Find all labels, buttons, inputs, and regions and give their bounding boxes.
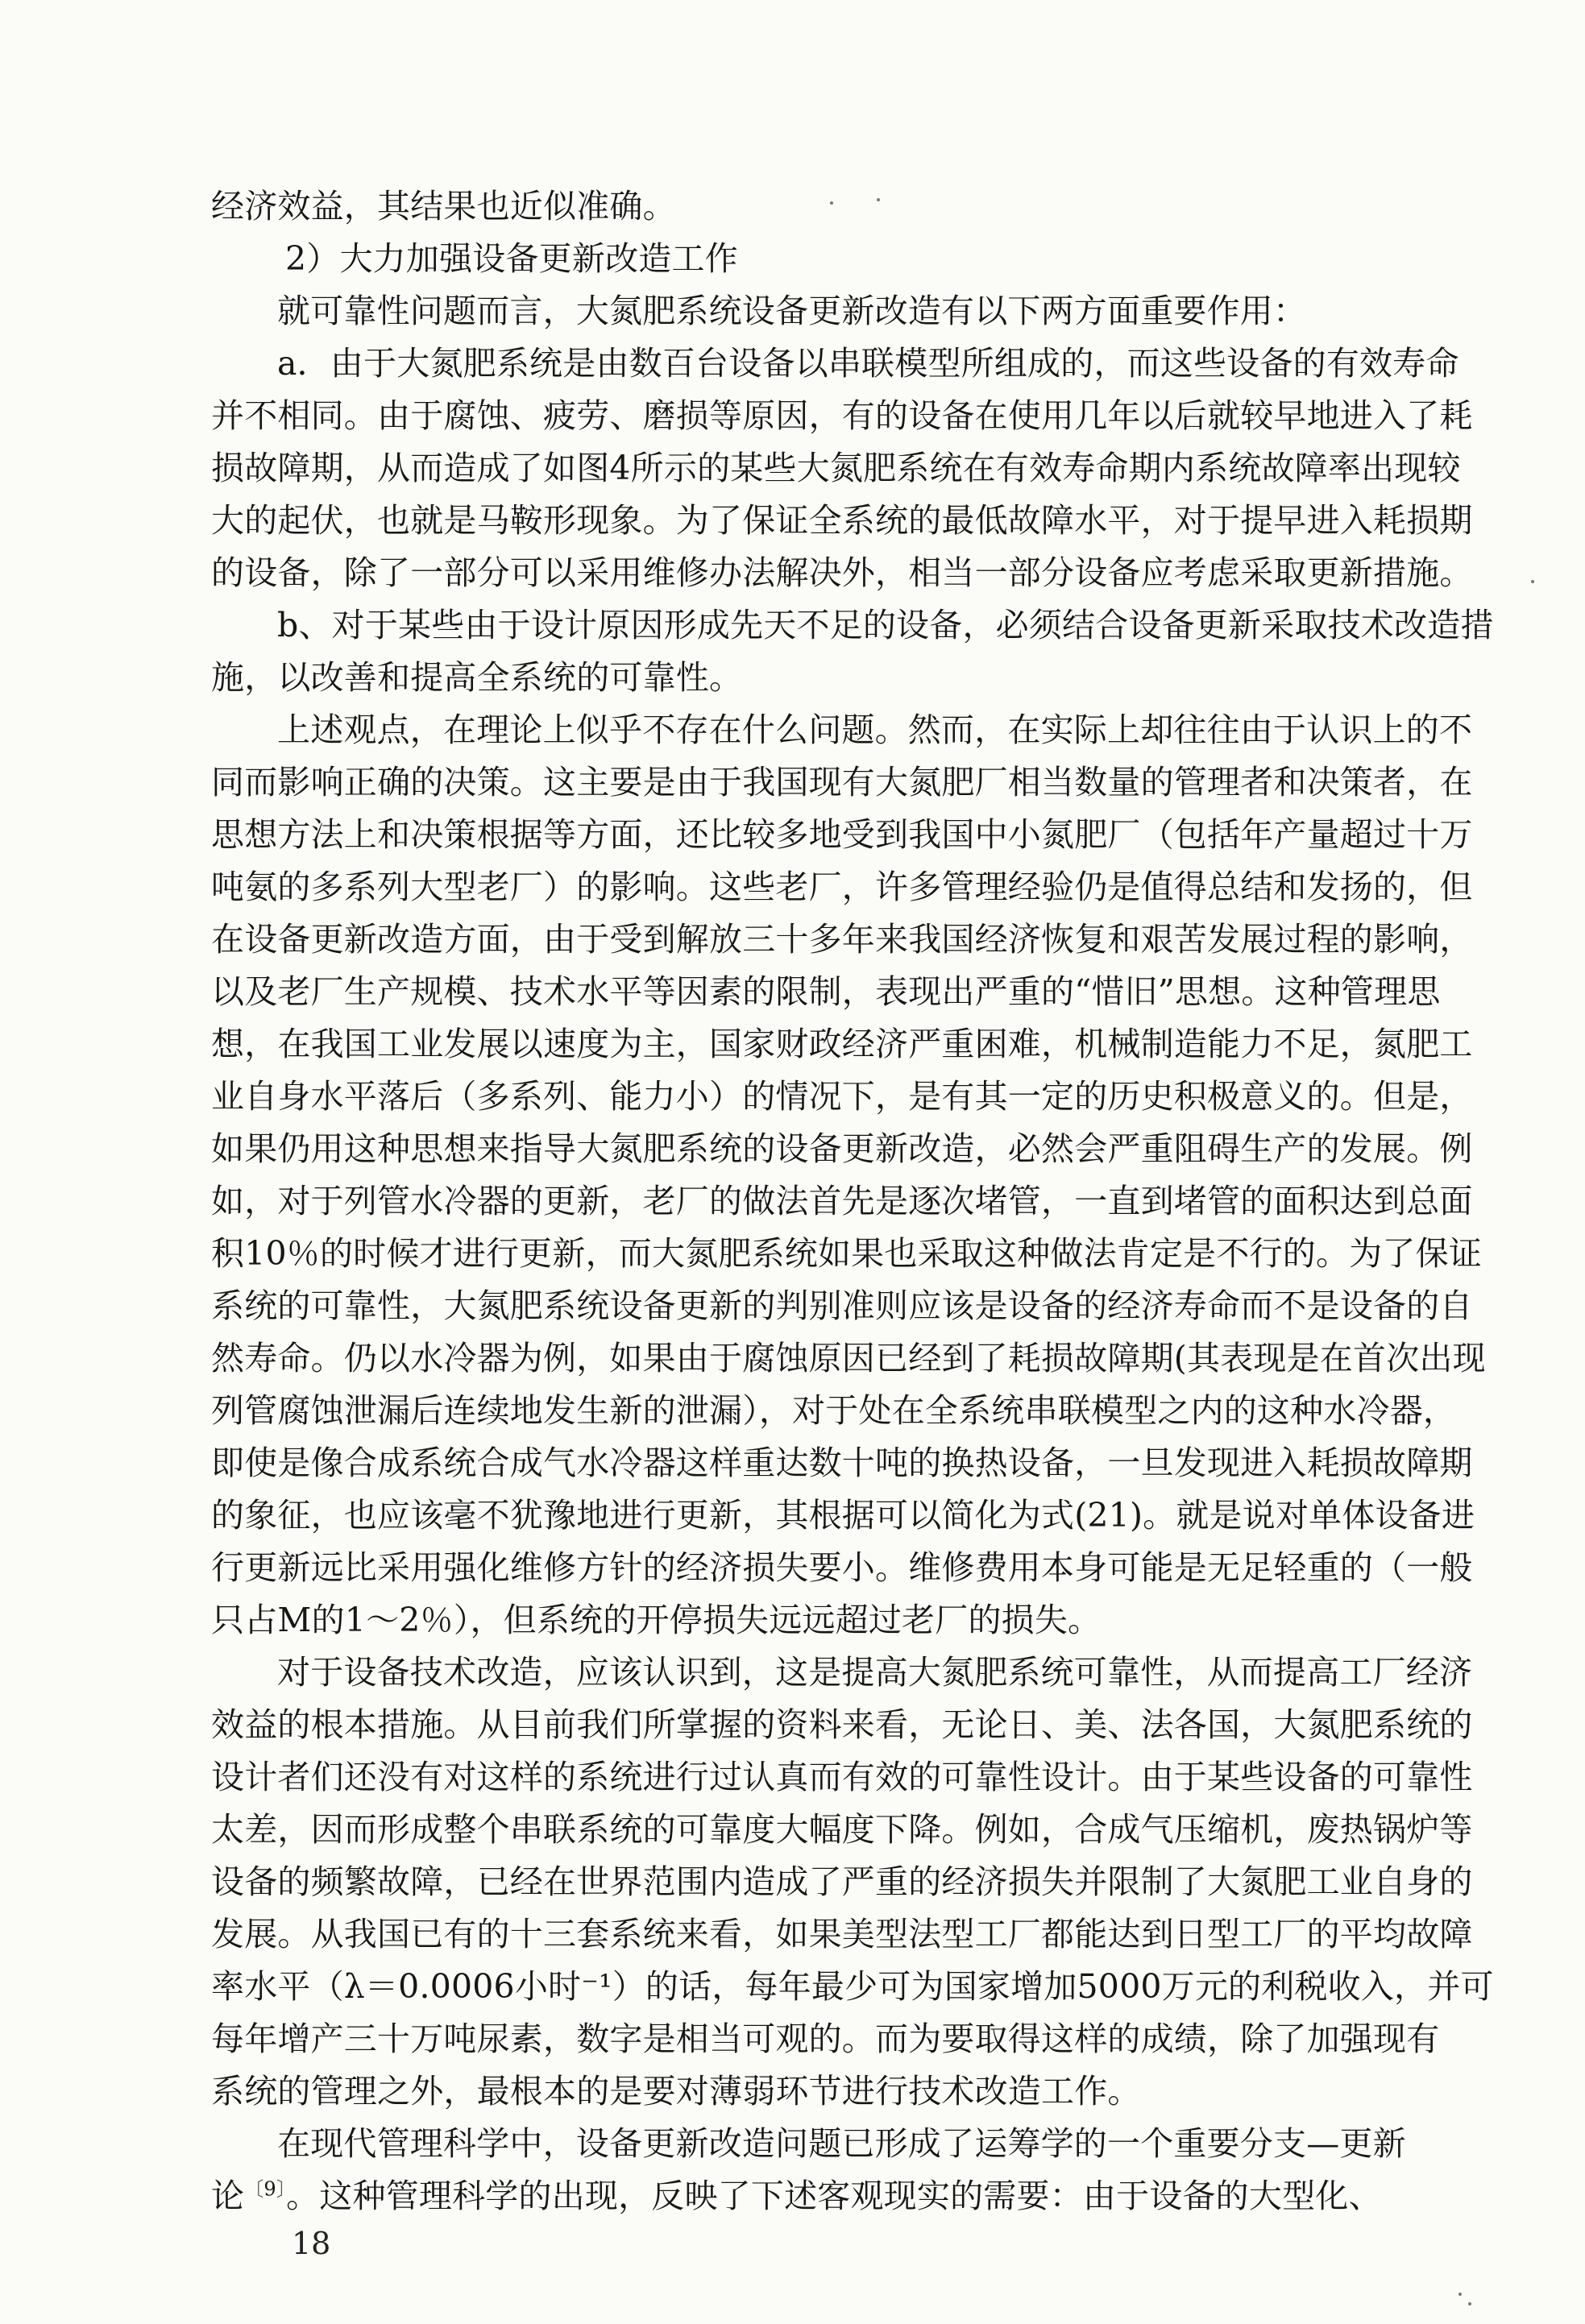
- scan-speck: [1468, 2302, 1471, 2305]
- citation-reference: 〔9〕: [244, 2177, 287, 2201]
- text-line: 业自身水平落后（多系列、能力小）的情况下，是有其一定的历史积极意义的。但是，: [211, 1077, 1473, 1116]
- text-line: 吨氨的多系列大型老厂）的影响。这些老厂，许多管理经验仍是值得总结和发扬的，但: [211, 868, 1473, 906]
- text-line: 上述观点，在理论上似乎不存在什么问题。然而，在实际上却往往由于认识上的不: [277, 710, 1473, 749]
- scan-speck: [877, 198, 880, 201]
- text-line: 如，对于列管水冷器的更新，老厂的做法首先是逐次堵管，一直到堵管的面积达到总面: [211, 1182, 1473, 1220]
- text-line: b、对于某些由于设计原因形成先天不足的设备，必须结合设备更新采取技术改造措: [277, 606, 1494, 644]
- text-line: 效益的根本措施。从目前我们所掌握的资料来看，无论日、美、法各国，大氮肥系统的: [211, 1705, 1473, 1744]
- text-line: 设备的频繁故障，已经在世界范围内造成了严重的经济损失并限制了大氮肥工业自身的: [211, 1862, 1473, 1901]
- text-line: 系统的管理之外，最根本的是要对薄弱环节进行技术改造工作。: [211, 2072, 1141, 2111]
- scan-speck: [1458, 2293, 1462, 2296]
- text-fragment: 。这种管理科学的出现，反映了下述客观现实的需要：由于设备的大型化、: [286, 2177, 1382, 2215]
- text-line: 行更新远比采用强化维修方针的经济损失要小。维修费用本身可能是无足轻重的（一般: [211, 1548, 1473, 1587]
- text-line: 发展。从我国已有的十三套系统来看，如果美型法型工厂都能达到日型工厂的平均故障: [211, 1915, 1473, 1953]
- text-line: 系统的可靠性，大氮肥系统设备更新的判别准则应该是设备的经济寿命而不是设备的自: [211, 1286, 1473, 1325]
- scan-speck: [830, 201, 833, 205]
- text-line: 只占M的1～2％），但系统的开停损失远远超过老厂的损失。: [211, 1601, 1102, 1639]
- text-line: 的设备，除了一部分可以采用维修办法解决外，相当一部分设备应考虑采取更新措施。: [211, 553, 1473, 592]
- text-line: 率水平（λ＝0.0006小时⁻¹）的话，每年最少可为国家增加5000万元的利税收入，并可: [211, 1967, 1494, 2006]
- text-line: [211, 2170, 1549, 2223]
- text-line: 大的起伏，也就是马鞍形现象。为了保证全系统的最低故障水平，对于提早进入耗损期: [211, 501, 1473, 540]
- page-number: 18: [292, 2226, 331, 2261]
- text-line: 同而影响正确的决策。这主要是由于我国现有大氮肥厂相当数量的管理者和决策者，在: [211, 763, 1473, 802]
- section-heading: 2）大力加强设备更新改造工作: [285, 239, 738, 278]
- text-line: 太差，因而形成整个串联系统的可靠度大幅度下降。例如，合成气压缩机，废热锅炉等: [211, 1810, 1473, 1849]
- text-line: 设计者们还没有对这样的系统进行过认真而有效的可靠性设计。由于某些设备的可靠性: [211, 1758, 1473, 1796]
- text-line: 施，以改善和提高全系统的可靠性。: [211, 658, 743, 697]
- text-line: 每年增产三十万吨尿素，数字是相当可观的。而为要取得这样的成绩，除了加强现有: [211, 2020, 1440, 2058]
- text-line: a．由于大氮肥系统是由数百台设备以串联模型所组成的，而这些设备的有效寿命: [277, 344, 1459, 383]
- body-text: [211, 180, 1549, 2223]
- text-line: 并不相同。由于腐蚀、疲劳、磨损等原因，有的设备在使用几年以后就较早地进入了耗: [211, 396, 1473, 435]
- text-line: 列管腐蚀泄漏后连续地发生新的泄漏），对于处在全系统串联模型之内的这种水冷器，: [211, 1391, 1457, 1430]
- text-line: 损故障期，从而造成了如图4所示的某些大氮肥系统在有效寿命期内系统故障率出现较: [211, 449, 1461, 487]
- text-line: 如果仍用这种思想来指导大氮肥系统的设备更新改造，必然会严重阻碍生产的发展。例: [211, 1129, 1473, 1168]
- text-line: 在设备更新改造方面，由于受到解放三十多年来我国经济恢复和艰苦发展过程的影响，: [211, 920, 1473, 959]
- text-line: 积10％的时候才进行更新，而大氮肥系统如果也采取这种做法肯定是不行的。为了保证: [211, 1234, 1482, 1273]
- text-line: 即使是像合成系统合成气水冷器这样重达数十吨的换热设备，一旦发现进入耗损故障期: [211, 1444, 1473, 1482]
- text-line: 的象征，也应该毫不犹豫地进行更新，其根据可以简化为式(21)。就是说对单体设备进: [211, 1496, 1475, 1535]
- text-line: 就可靠性问题而言，大氮肥系统设备更新改造有以下两方面重要作用：: [277, 292, 1307, 330]
- text-line: 然寿命。仍以水冷器为例，如果由于腐蚀原因已经到了耗损故障期(其表现是在首次出现: [211, 1339, 1486, 1377]
- text-line: 在现代管理科学中，设备更新改造问题已形成了运筹学的一个重要分支—更新: [277, 2124, 1406, 2163]
- text-line: 对于设备技术改造，应该认识到，这是提高大氮肥系统可靠性，从而提高工厂经济: [277, 1653, 1473, 1692]
- text-line: 想，在我国工业发展以速度为主，国家财政经济严重困难，机械制造能力不足，氮肥工: [211, 1025, 1473, 1063]
- scan-speck: [1531, 580, 1534, 583]
- text-line: 思想方法上和决策根据等方面，还比较多地受到我国中小氮肥厂（包括年产量超过十万: [211, 815, 1473, 854]
- text-line: 以及老厂生产规模、技术水平等因素的限制，表现出严重的“惜旧”思想。这种管理思: [211, 972, 1441, 1011]
- text-line: 经济效益，其结果也近似准确。: [211, 187, 676, 226]
- text-fragment: 论: [211, 2177, 245, 2215]
